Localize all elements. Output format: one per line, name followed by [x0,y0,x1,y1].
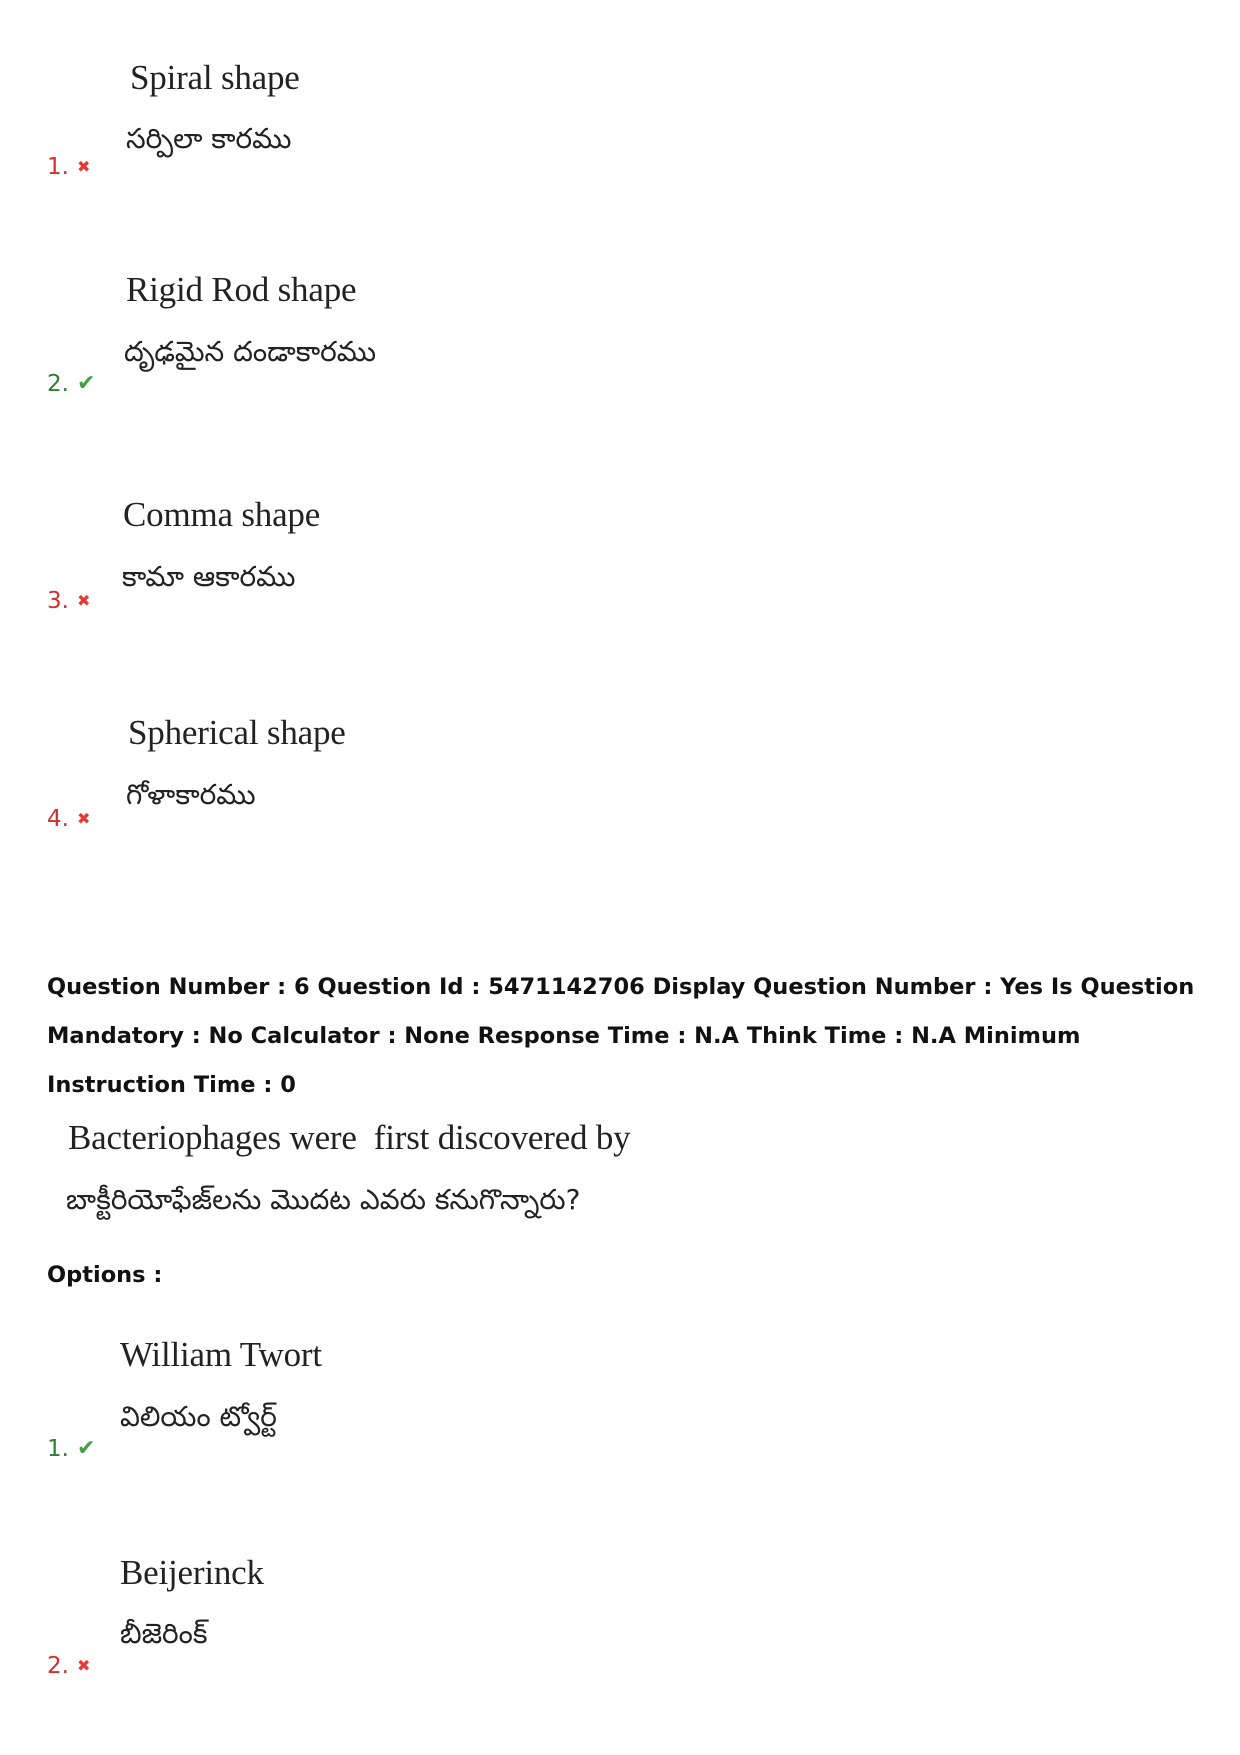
question-telugu-text: బాక్టీరియోఫేజ్‌లను మొదట ఎవరు కనుగొన్నారు? [66,1183,581,1216]
option-telugu-text: గోళాకారము [126,778,256,811]
cross-icon: ✖ [76,591,91,610]
options-label: Options : [47,1262,163,1288]
check-icon: ✔ [76,371,96,396]
cross-icon: ✖ [76,1656,91,1675]
option-number [47,1653,90,1679]
option-telugu-text: దృఢమైన దండాకారము [124,335,377,368]
question-english-text: Bacteriophages were first discovered by [68,1118,631,1157]
option-number [47,588,90,614]
option-number [47,806,90,832]
option-english-text: Spiral shape [130,58,300,97]
option-number-label: 2. [47,1653,69,1679]
cross-icon: ✖ [76,157,91,176]
option-telugu-text: బీజెరింక్ [120,1617,208,1650]
option-telugu-text: సర్పిలా కారము [126,122,292,155]
option-english-text: Rigid Rod shape [126,270,357,309]
option-number-label: 3. [47,588,69,614]
option-number [47,1436,95,1462]
option-number-label: 4. [47,806,69,832]
option-number [47,371,95,397]
cross-icon: ✖ [76,809,91,828]
question-meta: Question Number : 6 Question Id : 5471142706 Display Question Number : Yes Is Question Mandatory : No Calculator : None Response Time : N.A Think Time : N.A Minimum Instruction Time : 0 [47,974,1195,1098]
check-icon: ✔ [76,1436,96,1461]
option-english-text: Beijerinck [120,1553,264,1592]
option-number-label: 1. [47,1436,69,1462]
option-english-text: William Twort [120,1335,322,1374]
option-number-label: 2. [47,371,69,397]
option-english-text: Comma shape [123,495,321,534]
option-number-label: 1. [47,154,69,180]
option-telugu-text: విలియం ట్వోర్ట్ [120,1400,277,1433]
option-english-text: Spherical shape [128,713,346,752]
option-number [47,154,90,180]
option-telugu-text: కామా ఆకారము [122,560,296,593]
